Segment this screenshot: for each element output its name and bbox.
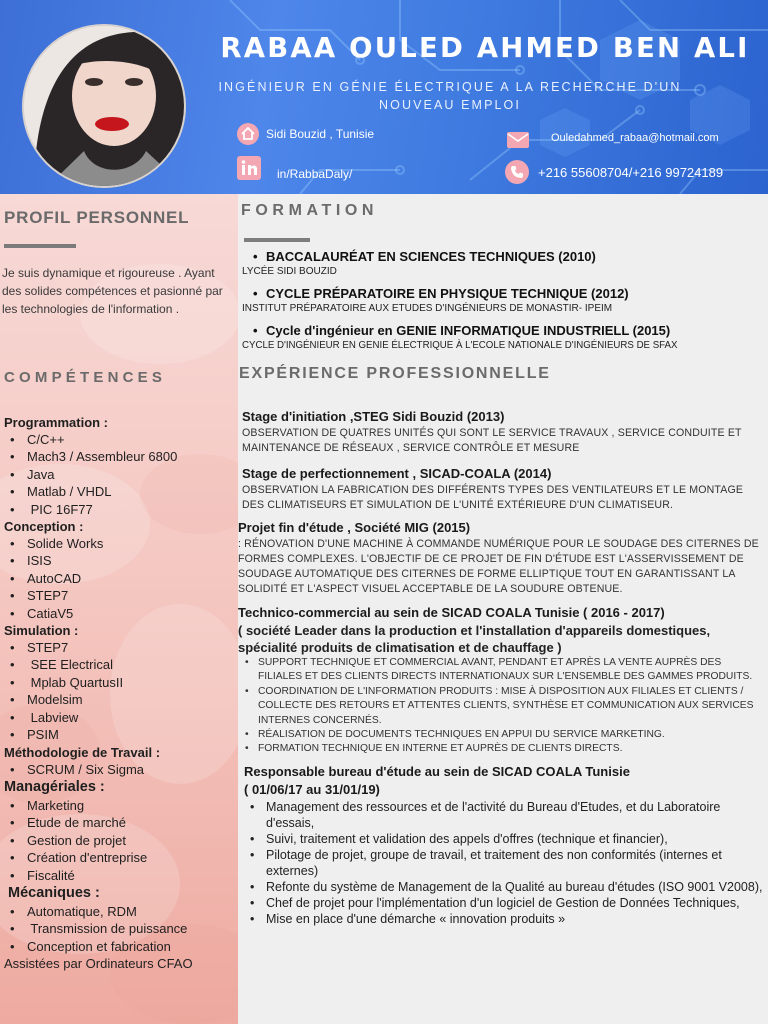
education-item xyxy=(242,322,762,352)
school-name: CYCLE D'INGÉNIEUR EN GENIE ÉLECTRIQUE À L'ECOLE NATIONALE D'INGÉNIEURS DE SFAX xyxy=(242,340,678,351)
skill-group-conception xyxy=(4,518,236,622)
job-entry xyxy=(238,519,764,597)
job-description: : RÉNOVATION D'UNE MACHINE À COMMANDE NUMÉRIQUE POUR LE SOUDAGE DES CITERNES DE FORMES COMPLEXES. L'OBJECTIF DE CE PROJET DE FIN D'ÉTUDE EST L'ASSERVISSEMENT DE SOUDAGE AUTOMATIQUE DES CITERNES DE FORME ELLIPTIQUE TOUT EN GARANTISSANT LA SOLIDITÉ ET L'ASPECT VISUEL ACCEPTABLE DE LA SOUDURE OBTENUE. xyxy=(238,538,759,595)
skill-item: • PSIM xyxy=(10,726,236,743)
skill-item: • Mplab QuartusII xyxy=(10,674,236,691)
phone-icon xyxy=(505,160,529,184)
skill-group-simulation xyxy=(4,622,236,743)
responsibility-item: • Refonte du système de Management de la Qualité au bureau d'études (ISO 9001 V2008), xyxy=(266,879,764,895)
job-dates: ( 01/06/17 au 31/01/19) xyxy=(244,781,380,797)
skill-item: • Matlab / VHDL xyxy=(10,483,236,500)
profile-section-title: PROFIL PERSONNEL xyxy=(4,208,190,227)
skill-item: • C/C++ xyxy=(10,431,236,448)
skill-item: • ISIS xyxy=(10,552,236,569)
home-icon xyxy=(237,123,259,145)
location-text: Sidi Bouzid , Tunisie xyxy=(266,127,375,141)
skill-item: • Java xyxy=(10,466,236,483)
responsibility-list xyxy=(244,799,764,927)
responsibility-item: • RÉALISATION DE DOCUMENTS TECHNIQUES EN APPUI DU SERVICE MARKETING. xyxy=(258,728,764,742)
responsibility-item: • Management des ressources et de l'activité du Bureau d'Etudes, et du Laboratoire d'essais, xyxy=(266,799,764,831)
phone-numbers[interactable]: +216 55608704/+216 99724189 xyxy=(538,165,724,180)
skill-item: • Mach3 / Assembleur 6800 xyxy=(10,448,236,465)
education-item xyxy=(242,248,762,278)
skill-item: • CatiaV5 xyxy=(10,605,236,622)
skills-section-title: COMPÉTENCES xyxy=(4,369,167,386)
responsibility-item: • Chef de projet pour l'implémentation d'un logiciel de Gestion de Données Techniques, xyxy=(266,895,764,911)
responsibility-item: • Suivi, traitement et validation des appels d'offres (technique et financier), xyxy=(266,831,764,847)
skill-item: • Fiscalité xyxy=(10,867,236,884)
skill-group-mecaniques xyxy=(4,884,236,972)
job-description: OBSERVATION LA FABRICATION DES DIFFÉRENTS TYPES DES VENTILATEURS ET LE MONTAGE DES CLIMATISEURS ET SIMULATION DE L'UNITÉ EXTÉRIEURE D'UN CLIMATISEUR. xyxy=(242,484,744,511)
degree-title: • BACCALAURÉAT EN SCIENCES TECHNIQUES (2010) xyxy=(242,248,762,265)
job-entry xyxy=(238,465,764,513)
formation-section-title: FORMATION xyxy=(241,202,379,219)
skill-item-continuation: Assistées par Ordinateurs CFAO xyxy=(4,956,193,972)
skill-category: Conception : xyxy=(4,519,84,535)
left-sidebar xyxy=(0,194,238,1024)
skill-item: • STEP7 xyxy=(10,639,236,656)
skill-group-methodologie xyxy=(4,744,236,778)
job-title: Technico-commercial au sein de SICAD COALA Tunisie ( 2016 - 2017) xyxy=(238,605,665,620)
skill-item: • SCRUM / Six Sigma xyxy=(10,761,236,778)
company-note: ( société Leader dans la production et l'installation d'appareils domestiques, spécialité produits de climatisation et de chauffage ) xyxy=(238,623,711,655)
profile-title-rule xyxy=(4,244,76,248)
skill-item: • Solide Works xyxy=(10,535,236,552)
skill-item: • Gestion de projet xyxy=(10,832,236,849)
experience-section-title: EXPÉRIENCE PROFESSIONNELLE xyxy=(239,365,551,382)
skill-item: • Marketing xyxy=(10,797,236,814)
email-address[interactable]: Ouledahmed_rabaa@hotmail.com xyxy=(551,132,719,144)
skill-group-manageriales xyxy=(4,778,236,884)
school-name: INSTITUT PRÉPARATOIRE AUX ETUDES D'INGÉNIEURS DE MONASTIR- IPEIM xyxy=(242,303,613,314)
skill-item: • Création d'entreprise xyxy=(10,849,236,866)
skill-item: • Conception et fabrication xyxy=(10,938,236,955)
skill-item: • AutoCAD xyxy=(10,570,236,587)
education-list xyxy=(242,248,762,359)
job-entry-technico xyxy=(238,604,764,757)
linkedin-handle[interactable]: in/RabbaDaly/ xyxy=(277,167,353,181)
skills-list xyxy=(4,414,236,972)
skill-group-programmation xyxy=(4,414,236,518)
skill-item: • Etude de marché xyxy=(10,814,236,831)
experience-list xyxy=(238,408,764,927)
main-content xyxy=(238,194,768,1024)
responsibility-list xyxy=(238,656,764,757)
profile-photo xyxy=(22,24,186,188)
skill-category: Mécaniques : xyxy=(8,884,100,901)
responsibility-item: • FORMATION TECHNIQUE EN INTERNE ET AUPRÈS DE CLIENTS DIRECTS. xyxy=(258,742,764,756)
responsibility-item: • Mise en place d'une démarche « innovation produits » xyxy=(266,911,764,927)
job-description: OBSERVATION DE QUATRES UNITÉS QUI SONT LE SERVICE TRAVAUX , SERVICE CONDUITE ET MAINTENANCE DE RÉSEAUX , SERVICE CONTRÔLE ET MESURE xyxy=(242,427,742,454)
job-entry xyxy=(238,408,764,456)
skill-item: • Modelsim xyxy=(10,691,236,708)
degree-title: • Cycle d'ingénieur en GENIE INFORMATIQUE INDUSTRIELL (2015) xyxy=(242,322,762,339)
education-item xyxy=(242,285,762,315)
skill-category: Programmation : xyxy=(4,415,109,430)
skill-item: • STEP7 xyxy=(10,587,236,604)
job-entry-responsable xyxy=(238,763,764,927)
linkedin-icon[interactable] xyxy=(237,156,261,180)
skill-item: • Automatique, RDM xyxy=(10,903,236,920)
profile-summary: Je suis dynamique et rigoureuse . Ayant des solides compétences et pasionné par les technologies de l'information . xyxy=(2,266,223,316)
responsibility-item: • SUPPORT TECHNIQUE ET COMMERCIAL AVANT, PENDANT ET APRÈS LA VENTE AUPRÈS DES FILIALES ET DES CLIENTS DIRECTS INTERNATIONAUX SUR L'ENSEMBLE DES GAMMES PRODUITS. xyxy=(258,656,764,685)
skill-item: • SEE Electrical xyxy=(10,656,236,673)
mail-icon xyxy=(507,132,529,148)
responsibility-item: • Pilotage de projet, groupe de travail, et traitement des non conformités (internes et externes) xyxy=(266,847,764,879)
job-headline: INGÉNIEUR EN GÉNIE ÉLECTRIQUE A LA RECHERCHE D'UN NOUVEAU EMPLOI xyxy=(218,80,682,112)
job-title: Responsable bureau d'étude au sein de SICAD COALA Tunisie xyxy=(244,763,630,779)
header-banner xyxy=(0,0,768,194)
skill-item: • Transmission de puissance xyxy=(10,920,236,937)
school-name: LYCÉE SIDI BOUZID xyxy=(242,266,337,277)
skill-category: Méthodologie de Travail : xyxy=(4,744,161,760)
skill-item: • PIC 16F77 xyxy=(10,501,236,518)
job-title: Stage d'initiation ,STEG Sidi Bouzid (2013) xyxy=(242,409,505,424)
job-title: Projet fin d'étude , Société MIG (2015) xyxy=(238,520,471,535)
job-title: Stage de perfectionnement , SICAD-COALA (2014) xyxy=(242,466,552,481)
candidate-name: RABAA OULED AHMED BEN ALI xyxy=(220,32,750,64)
skill-category: Managériales : xyxy=(4,778,105,795)
skill-item: • Labview xyxy=(10,709,236,726)
degree-title: • CYCLE PRÉPARATOIRE EN PHYSIQUE TECHNIQUE (2012) xyxy=(242,285,762,302)
responsibility-item: • COORDINATION DE L'INFORMATION PRODUITS : MISE À DISPOSITION AUX FILIALES ET CLIENTS / COLLECTE DES RETOURS ET ATTENTES CLIENTS, SYNTHÈSE ET COMMUNICATION AUX SERVICES INTERNES CONCERNÉS. xyxy=(258,685,764,728)
formation-title-rule xyxy=(244,238,310,242)
skill-category: Simulation : xyxy=(4,623,79,639)
